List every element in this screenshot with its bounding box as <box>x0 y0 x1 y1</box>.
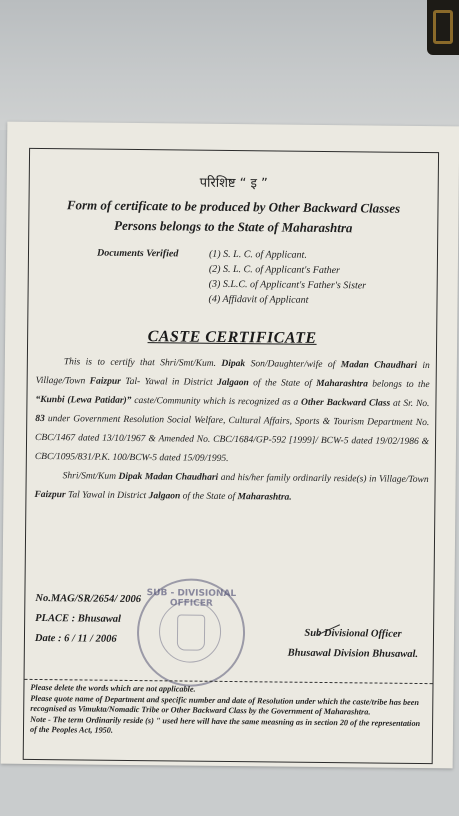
documents-verified-label: Documents Verified <box>96 247 179 260</box>
residence-village: Faizpur <box>34 489 66 501</box>
background-surface <box>0 0 459 130</box>
residence-state: Maharashtra. <box>237 492 292 503</box>
place-line: PLACE : Bhusawal <box>35 612 122 625</box>
class-name: Other Backward Class <box>301 397 391 409</box>
officer-division: Bhusawal Division Bhusawal. <box>287 647 419 660</box>
reference-block <box>35 589 141 650</box>
certificate-title: CASTE CERTIFICATE <box>147 328 317 347</box>
seal-text: SUB - DIVISIONAL OFFICER <box>146 588 237 609</box>
footnotes <box>30 683 429 740</box>
form-title-line-2: Persons belongs to the State of Maharashtra <box>114 217 353 236</box>
residence-district: Jalgaon <box>148 491 181 502</box>
document-item: (1) S. L. C. of Applicant. <box>208 248 307 261</box>
appendix-heading: परिशिष्ट “ इ ” <box>199 175 268 192</box>
document-item: (3) S.L.C. of Applicant's Father's Sister <box>208 278 367 292</box>
certify-paragraph: This is to certify that Shri/Smt/Kum. Dipak Son/Daughter/wife of Madan Chaudhari in Village/Town Faizpur Tal- Yawal in District Jalgaon of the State of Maharashtra belongs to the “Kunbi (Lewa Patidar)” caste/Community which is recognized as a Other Backward Class at Sr. No. 83 under Government Resolution Social Welfare, Cultural Affairs, Sports & Tourism Department No. CBC/1467 dated 13/10/1967 & Amended No. CBC/1684/GP-592 [1999]/ BCW-5 dated 19/02/1986 & CBC/1095/831/P.K. 100/BCW-5 dated 15/09/1995. <box>34 357 430 464</box>
officer-title: Sub Divisional Officer <box>304 627 402 640</box>
certificate-border <box>23 148 439 764</box>
serial-number: 83 <box>35 413 45 425</box>
date-line: Date : 6 / 11 / 2006 <box>34 632 117 645</box>
official-seal <box>136 578 245 687</box>
documents-list <box>208 247 366 309</box>
footnote: Please delete the words which are not applicable. <box>30 682 196 694</box>
state-name: Maharashtra <box>316 378 368 390</box>
form-title-line-1: Form of certificate to be produced by Other Backward Classes <box>66 197 401 216</box>
caste-name: “Kunbi (Lewa Patidar)” <box>35 394 132 406</box>
certificate-sheet <box>1 122 459 769</box>
village-name: Faizpur <box>89 376 121 387</box>
footnote: Note - The term Ordinarily reside (s) " used here will have the same measning as in section 20 of the representation of the Peoples Act, 1950. <box>29 714 421 735</box>
father-name: Madan Chaudhari <box>340 360 418 371</box>
applicant-full-name: Dipak Madan Chaudhari <box>118 471 219 483</box>
document-item: (4) Affidavit of Applicant <box>208 293 309 306</box>
officer-signature-block <box>273 623 433 665</box>
form-title <box>39 195 427 239</box>
reference-number: No.MAG/SR/2654/ 2006 <box>35 592 142 606</box>
background-object <box>427 0 459 55</box>
emblem-icon <box>177 614 205 650</box>
certificate-body <box>34 353 430 509</box>
applicant-name: Dipak <box>221 358 246 370</box>
district-name: Jalgaon <box>217 377 249 389</box>
document-item: (2) S. L. C. of Applicant's Father <box>208 263 341 277</box>
residence-paragraph: Shri/Smt/Kum Dipak Madan Chaudhari and his/her family ordinarily reside(s) in Village/Town Faizpur Tal Yawal in District Jalgaon of the State of Maharashtra. <box>34 471 429 503</box>
brass-object <box>433 10 453 44</box>
footnote: Please quote name of Department and specific number and date of Resolution under which the caste/tribe has been recognised as Vimukta/Nomadic Tribe or Other Backward Class by the Government of Maharashtra. <box>30 693 420 717</box>
